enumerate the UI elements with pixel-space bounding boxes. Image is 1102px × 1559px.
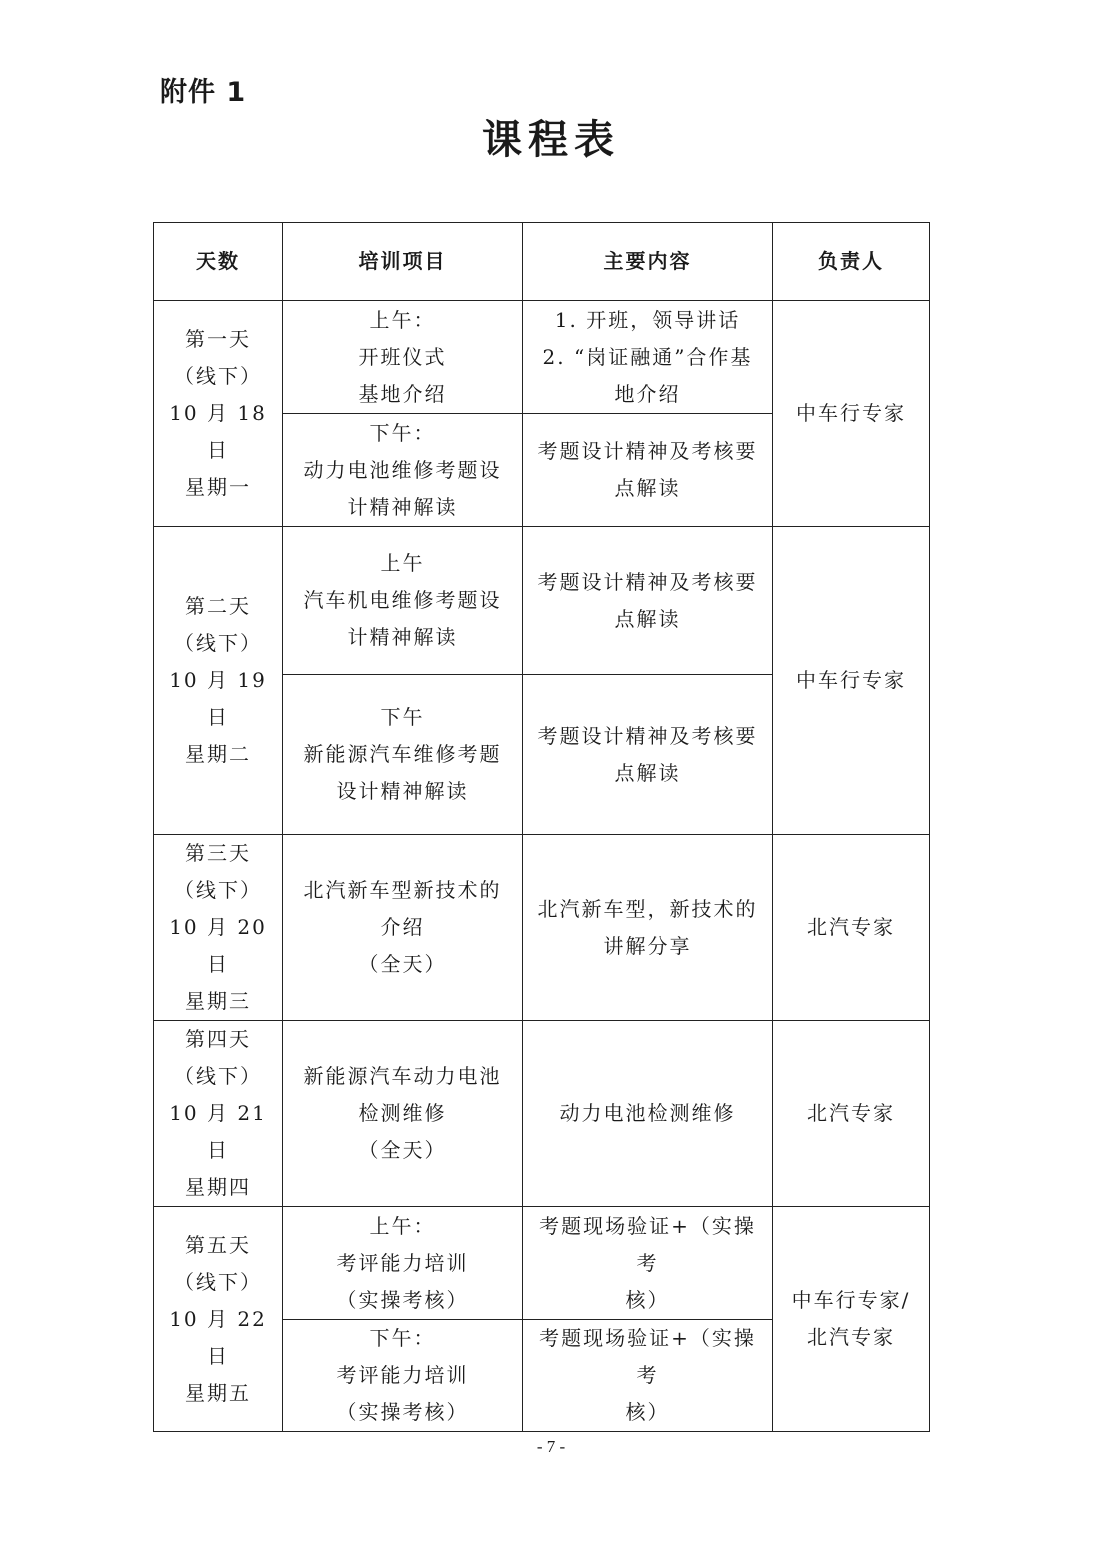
- content-line: 考题设计精神及考核要: [537, 723, 758, 748]
- project-line: 动力电池维修考题设: [303, 457, 502, 482]
- owner-cell: [773, 835, 930, 1021]
- owner-line: 中车行专家: [796, 401, 906, 425]
- day-line: （线下）: [174, 878, 262, 902]
- day-cell: [154, 835, 283, 1021]
- project-cell: [283, 675, 523, 835]
- owner-cell: [773, 1207, 930, 1432]
- owner-cell: [773, 527, 930, 835]
- project-line: 基地介绍: [358, 381, 447, 406]
- content-line: 北汽新车型，新技术的: [537, 896, 758, 921]
- project-line: 介绍: [380, 915, 425, 939]
- table-row: [154, 835, 930, 1021]
- project-line: 设计精神解读: [336, 779, 469, 803]
- project-line: （全天）: [358, 952, 447, 976]
- content-line: 点解读: [614, 606, 681, 631]
- content-line: 考题设计精神及考核要: [537, 439, 758, 463]
- owner-line: 北汽专家: [807, 1325, 895, 1349]
- content-line: 考题现场验证+（实操考: [539, 1326, 756, 1387]
- project-line: 考评能力培训: [336, 1363, 469, 1387]
- day-line: 第二天: [185, 594, 251, 618]
- project-line: 考评能力培训: [336, 1250, 469, 1275]
- content-line: 考题设计精神及考核要: [537, 569, 758, 594]
- day-line: 10 月 19 日: [169, 668, 267, 729]
- content-cell: [523, 675, 773, 835]
- owner-cell: [773, 301, 930, 527]
- day-line: 星期一: [185, 475, 251, 499]
- project-line: 开班仪式: [358, 344, 447, 369]
- day-line: 10 月 21 日: [169, 1101, 267, 1162]
- day-line: 第三天: [185, 841, 251, 865]
- day-line: 星期二: [185, 742, 251, 766]
- content-cell: [523, 527, 773, 675]
- schedule-table: [153, 222, 930, 1432]
- content-cell: [523, 835, 773, 1021]
- day-line: 第四天: [185, 1027, 251, 1051]
- content-cell: [523, 1207, 773, 1320]
- project-line: （实操考核）: [336, 1287, 469, 1312]
- day-line: 第一天: [185, 327, 251, 351]
- header-content: 主要内容: [523, 223, 773, 301]
- content-cell: [523, 301, 773, 414]
- project-cell: [283, 835, 523, 1021]
- owner-line: 北汽专家: [807, 1101, 895, 1125]
- project-line: 新能源汽车维修考题: [303, 742, 502, 766]
- owner-cell: [773, 1021, 930, 1207]
- content-line: 考题现场验证+（实操考: [539, 1213, 756, 1275]
- table-row: [154, 1021, 930, 1207]
- owner-line: 中车行专家: [796, 668, 906, 692]
- day-cell: [154, 301, 283, 527]
- content-cell: [523, 1320, 773, 1432]
- content-cell: [523, 414, 773, 527]
- day-line: 第五天: [185, 1232, 251, 1257]
- content-line: 核）: [625, 1400, 670, 1424]
- project-cell: [283, 1207, 523, 1320]
- project-line: 上午：: [369, 1213, 436, 1238]
- page-number: - 7 -: [536, 1437, 566, 1456]
- day-line: （线下）: [174, 1269, 262, 1294]
- content-cell: [523, 1021, 773, 1207]
- project-line: 上午: [380, 551, 425, 575]
- owner-line: 北汽专家: [807, 915, 895, 939]
- day-line: 星期五: [185, 1380, 251, 1405]
- project-line: 北汽新车型新技术的: [303, 878, 502, 902]
- content-line: 1. 开班，领导讲话: [554, 307, 741, 332]
- project-line: 下午：: [369, 1326, 436, 1350]
- day-line: 10 月 18 日: [169, 401, 267, 462]
- project-cell: [283, 414, 523, 527]
- content-line: 核）: [625, 1287, 670, 1312]
- day-cell: [154, 1021, 283, 1207]
- day-cell: [154, 1207, 283, 1432]
- content-line: 讲解分享: [603, 933, 692, 958]
- project-line: 计精神解读: [347, 494, 458, 519]
- table-row: [154, 1207, 930, 1320]
- header-day: 天数: [154, 223, 283, 301]
- project-line: 检测维修: [358, 1101, 447, 1125]
- day-line: 10 月 22 日: [169, 1306, 267, 1368]
- day-line: （线下）: [174, 364, 262, 388]
- project-line: 下午：: [369, 420, 436, 445]
- project-line: 下午: [380, 705, 425, 729]
- attachment-label: 附件 1: [160, 77, 247, 108]
- project-line: 新能源汽车动力电池: [303, 1064, 502, 1088]
- content-line: 2. “岗证融通”合作基: [542, 344, 753, 369]
- project-cell: [283, 1021, 523, 1207]
- table-header-row: [154, 223, 930, 301]
- table-row: [154, 301, 930, 414]
- content-line: 点解读: [614, 760, 681, 785]
- table-row: [154, 527, 930, 675]
- day-line: 星期四: [185, 1175, 251, 1199]
- day-line: 星期三: [185, 989, 251, 1013]
- content-line: 地介绍: [614, 381, 681, 406]
- content-line: 点解读: [614, 476, 681, 500]
- project-cell: [283, 1320, 523, 1432]
- header-project: 培训项目: [283, 223, 523, 301]
- owner-line: 中车行专家/: [791, 1288, 911, 1312]
- day-line: 10 月 20 日: [169, 915, 267, 976]
- project-line: 上午：: [369, 307, 436, 332]
- project-line: 计精神解读: [347, 625, 458, 649]
- project-cell: [283, 527, 523, 675]
- project-line: （全天）: [358, 1138, 447, 1162]
- day-line: （线下）: [174, 631, 262, 655]
- project-cell: [283, 301, 523, 414]
- day-line: （线下）: [174, 1064, 262, 1088]
- project-line: （实操考核）: [336, 1400, 469, 1424]
- content-line: 动力电池检测维修: [559, 1101, 736, 1125]
- day-cell: [154, 527, 283, 835]
- project-line: 汽车机电维修考题设: [303, 588, 502, 612]
- header-owner: 负责人: [773, 223, 930, 301]
- page-title: 课程表: [482, 117, 620, 163]
